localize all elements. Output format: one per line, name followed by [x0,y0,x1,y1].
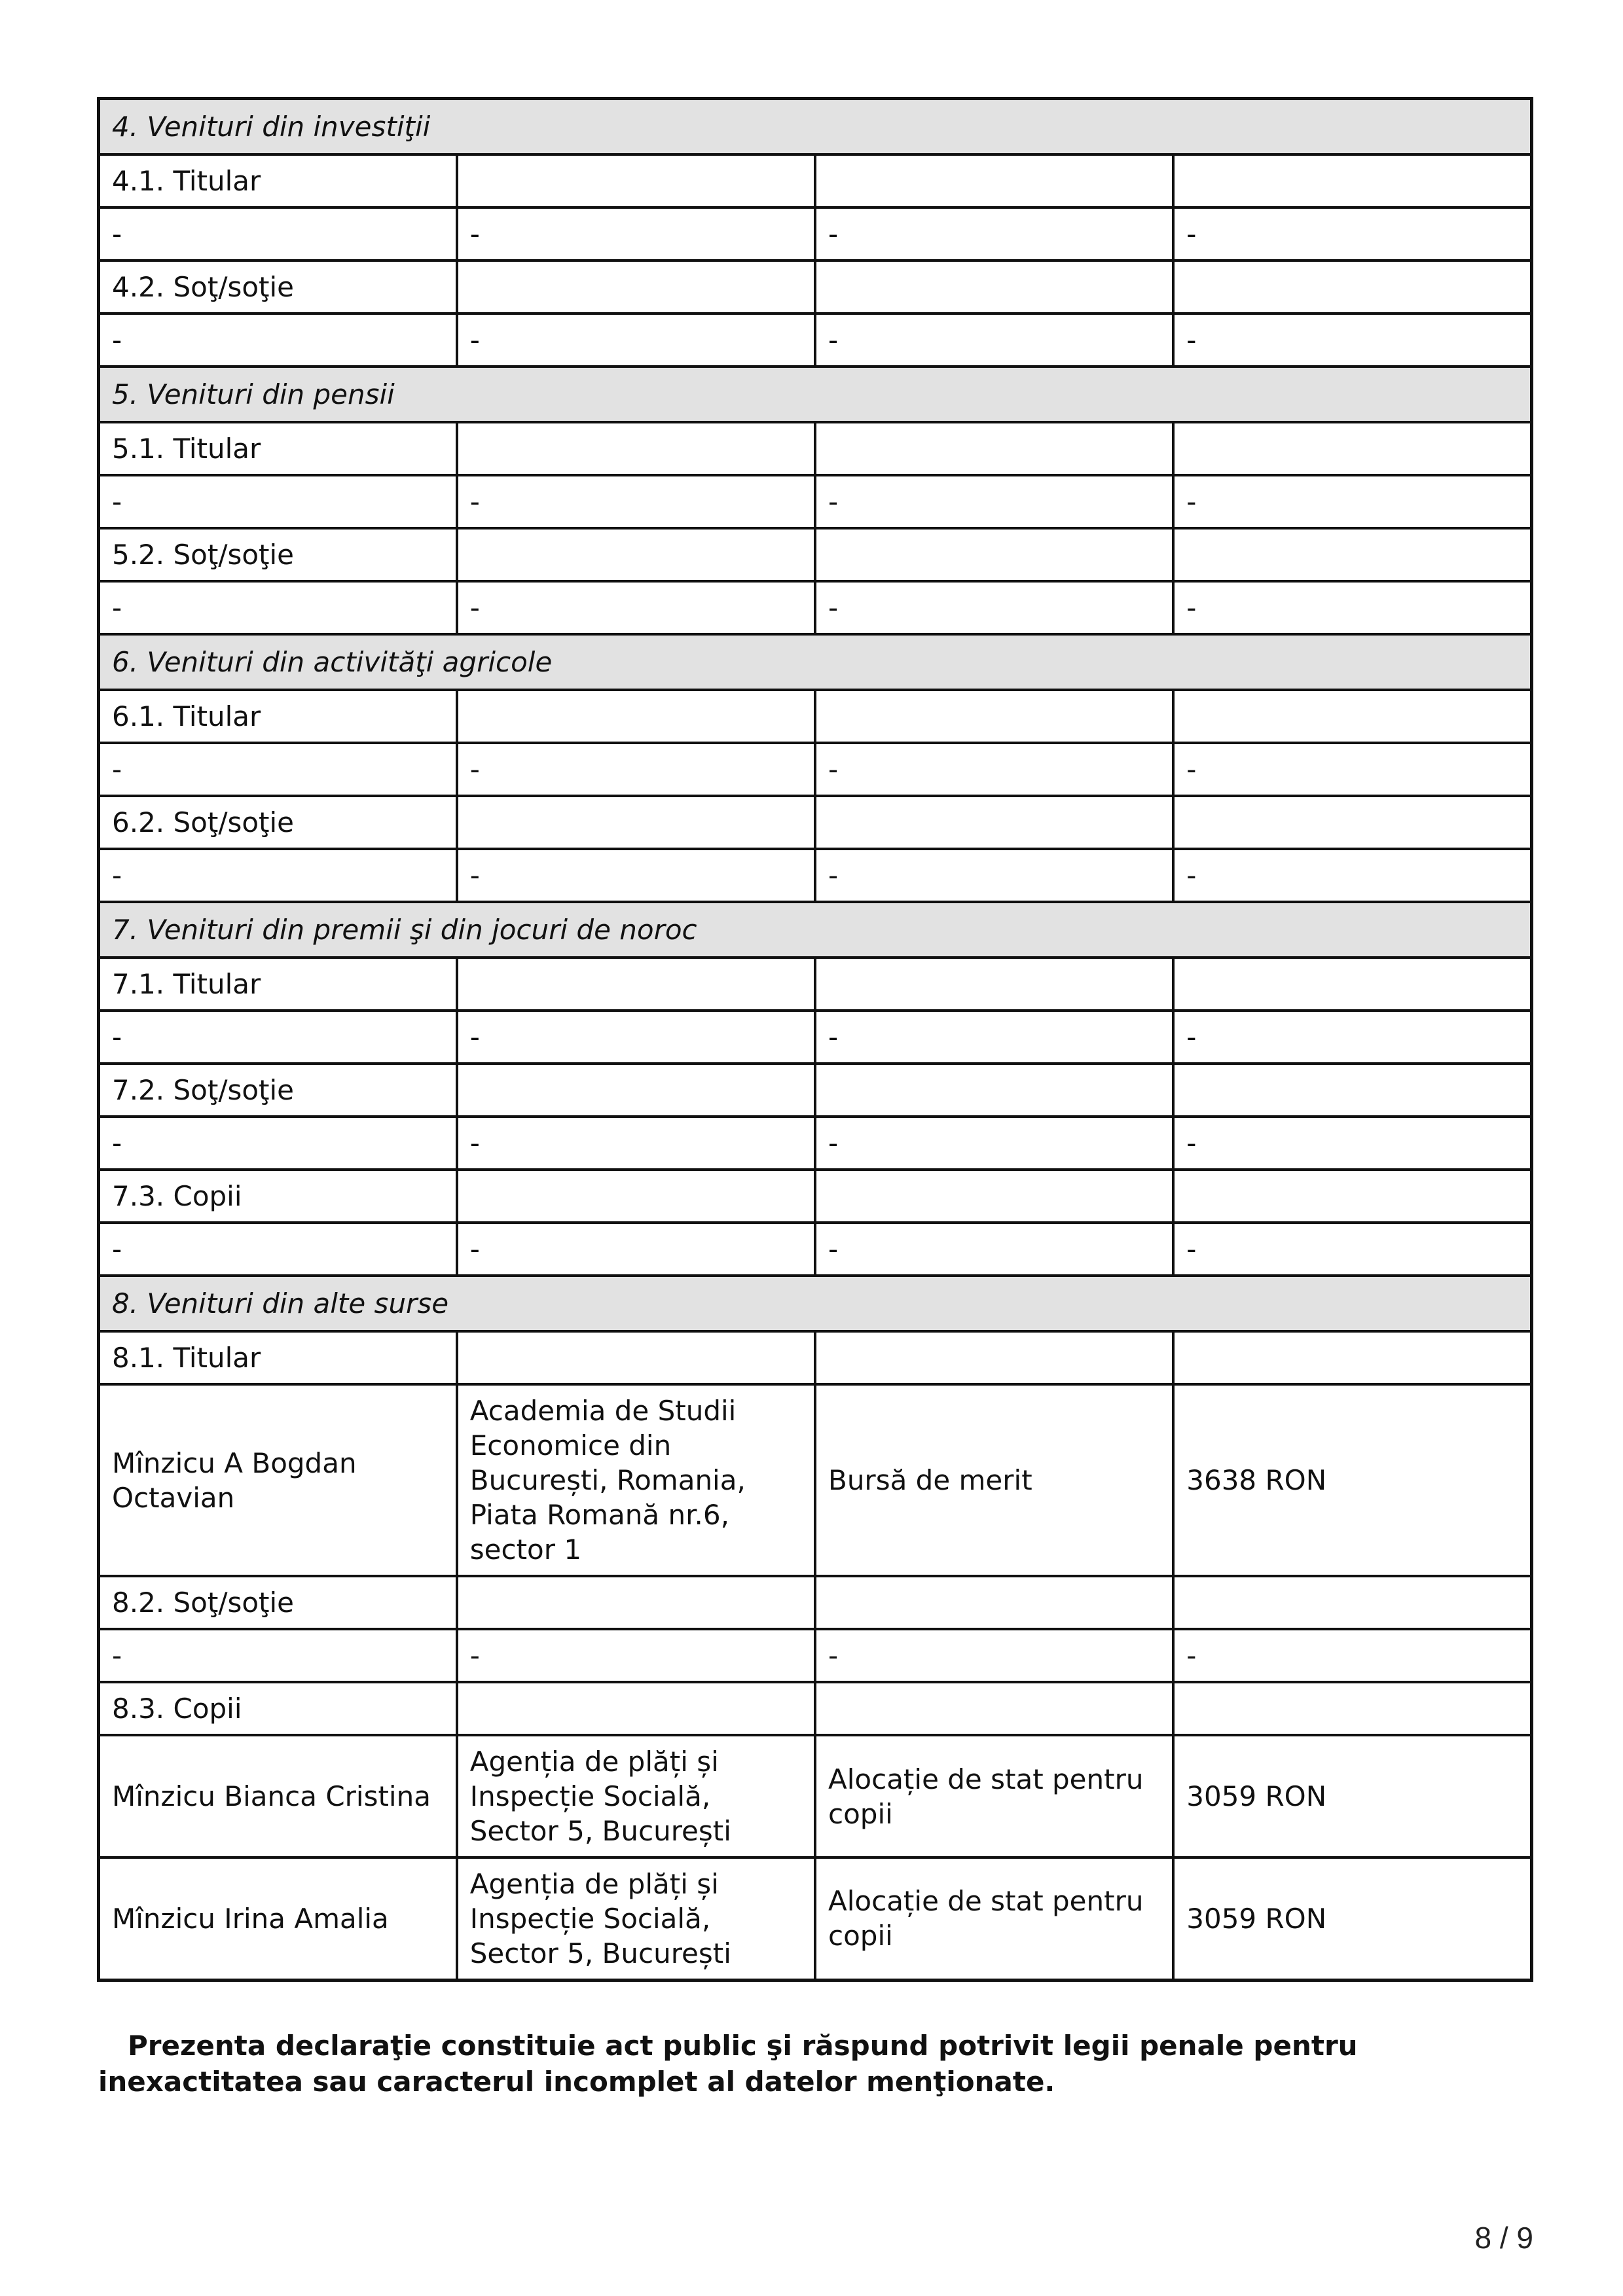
table-cell [1173,1576,1531,1629]
table-cell: - [99,475,457,528]
table-cell: - [457,475,815,528]
table-row [99,690,1532,743]
table-cell: - [815,1011,1173,1064]
table-row [99,1011,1532,1064]
table-row [99,849,1532,902]
table-row [99,528,1532,581]
table-row [99,314,1532,367]
table-cell [457,422,815,475]
table-cell: - [457,314,815,367]
table-cell: - [815,314,1173,367]
table-cell [1173,528,1531,581]
table-row [99,422,1532,475]
table-cell: Academia de Studii Economice din București, Romania, Piata Romană nr.6, sector 1 [457,1384,815,1576]
table-cell: - [457,1117,815,1170]
table-cell: - [1173,1011,1531,1064]
table-cell [457,528,815,581]
table-row [99,1064,1532,1117]
table-cell [457,1064,815,1117]
section-header-row [99,1276,1532,1331]
table-row [99,207,1532,260]
table-row [99,743,1532,796]
table-cell: - [457,581,815,634]
table-cell: Agenția de plăți și Inspecție Socială, Sector 5, București [457,1735,815,1857]
table-cell [1173,1170,1531,1223]
table-cell: 4.1. Titular [99,154,457,207]
table-row [99,1384,1532,1576]
section-header-row [99,367,1532,422]
table-cell: Mînzicu Bianca Cristina [99,1735,457,1857]
table-cell [1173,1064,1531,1117]
table-cell [815,154,1173,207]
table-cell: - [1173,207,1531,260]
table-cell: 8.3. Copii [99,1682,457,1735]
table-row [99,154,1532,207]
table-cell: Alocație de stat pentru copii [815,1857,1173,1980]
table-row [99,1629,1532,1682]
table-cell [457,1576,815,1629]
table-cell [457,154,815,207]
table-cell: - [457,743,815,796]
table-cell: - [457,1223,815,1276]
table-cell: - [99,207,457,260]
table-cell: - [1173,743,1531,796]
table-cell: - [815,207,1173,260]
table-cell [815,796,1173,849]
table-cell [815,260,1173,314]
table-cell: Alocație de stat pentru copii [815,1735,1173,1857]
section-header-row [99,634,1532,690]
table-cell: - [815,849,1173,902]
table-cell: - [815,581,1173,634]
table-cell: - [815,1223,1173,1276]
table-cell: Mînzicu A Bogdan Octavian [99,1384,457,1576]
table-cell: - [1173,1223,1531,1276]
table-cell [815,690,1173,743]
table-row [99,1117,1532,1170]
table-cell: Bursă de merit [815,1384,1173,1576]
table-cell: - [99,314,457,367]
table-cell: 7.1. Titular [99,958,457,1011]
table-cell [815,1576,1173,1629]
table-cell: - [457,1629,815,1682]
table-cell: 3638 RON [1173,1384,1531,1576]
table-cell: 7.2. Soţ/soţie [99,1064,457,1117]
table-cell: - [1173,1117,1531,1170]
table-cell: - [1173,849,1531,902]
table-cell [1173,1331,1531,1384]
table-cell: - [1173,1629,1531,1682]
table-cell [815,1064,1173,1117]
table-cell: 4.2. Soţ/soţie [99,260,457,314]
table-row [99,1223,1532,1276]
table-cell: 8.1. Titular [99,1331,457,1384]
table-cell: - [99,743,457,796]
income-table [97,97,1533,1982]
table-cell [815,422,1173,475]
table-cell [1173,422,1531,475]
table-cell: 5.2. Soţ/soţie [99,528,457,581]
table-row [99,260,1532,314]
table-row [99,796,1532,849]
table-cell: - [1173,314,1531,367]
section-header-row [99,902,1532,958]
table-cell: Agenția de plăți și Inspecție Socială, Sector 5, București [457,1857,815,1980]
table-cell [457,260,815,314]
table-cell: - [815,743,1173,796]
section-title: 8. Venituri din alte surse [99,1276,1532,1331]
table-row [99,1682,1532,1735]
table-cell [1173,690,1531,743]
table-cell: 7.3. Copii [99,1170,457,1223]
table-cell [457,1170,815,1223]
table-cell [815,1682,1173,1735]
table-cell: 3059 RON [1173,1857,1531,1980]
table-cell [1173,154,1531,207]
table-cell: 3059 RON [1173,1735,1531,1857]
table-cell [457,1682,815,1735]
table-cell [457,796,815,849]
table-cell: - [457,849,815,902]
declaration-note: Prezenta declaraţie constituie act public şi răspund potrivit legii penale pentru inexactitatea sau caracterul incomplet al datelor menţionate. [98,2030,1358,2098]
table-row [99,581,1532,634]
page-number: 8 / 9 [1474,2221,1533,2255]
table-cell: - [1173,475,1531,528]
table-cell [457,958,815,1011]
table-cell [457,1331,815,1384]
table-cell: - [1173,581,1531,634]
section-title: 7. Venituri din premii şi din jocuri de noroc [99,902,1532,958]
table-cell: - [815,475,1173,528]
table-cell: - [457,207,815,260]
table-cell: 8.2. Soţ/soţie [99,1576,457,1629]
table-cell [815,1331,1173,1384]
table-cell: Mînzicu Irina Amalia [99,1857,457,1980]
table-cell: - [815,1629,1173,1682]
section-title: 6. Venituri din activităţi agricole [99,634,1532,690]
table-cell: - [457,1011,815,1064]
table-cell [815,958,1173,1011]
table-cell [815,1170,1173,1223]
table-cell: - [99,849,457,902]
table-cell: 5.1. Titular [99,422,457,475]
section-header-row [99,99,1532,155]
table-row [99,1170,1532,1223]
table-cell: - [99,581,457,634]
table-cell: - [99,1223,457,1276]
table-cell: - [99,1011,457,1064]
table-cell [815,528,1173,581]
table-row [99,475,1532,528]
table-cell [457,690,815,743]
table-row [99,1576,1532,1629]
section-title: 5. Venituri din pensii [99,367,1532,422]
table-cell [1173,958,1531,1011]
table-cell: - [815,1117,1173,1170]
table-cell [1173,260,1531,314]
table-row [99,1331,1532,1384]
table-row [99,958,1532,1011]
table-cell: - [99,1629,457,1682]
table-cell: 6.1. Titular [99,690,457,743]
table-cell [1173,796,1531,849]
table-cell: 6.2. Soţ/soţie [99,796,457,849]
table-cell [1173,1682,1531,1735]
table-cell: - [99,1117,457,1170]
table-row [99,1735,1532,1857]
section-title: 4. Venituri din investiţii [99,99,1532,155]
table-row [99,1857,1532,1980]
